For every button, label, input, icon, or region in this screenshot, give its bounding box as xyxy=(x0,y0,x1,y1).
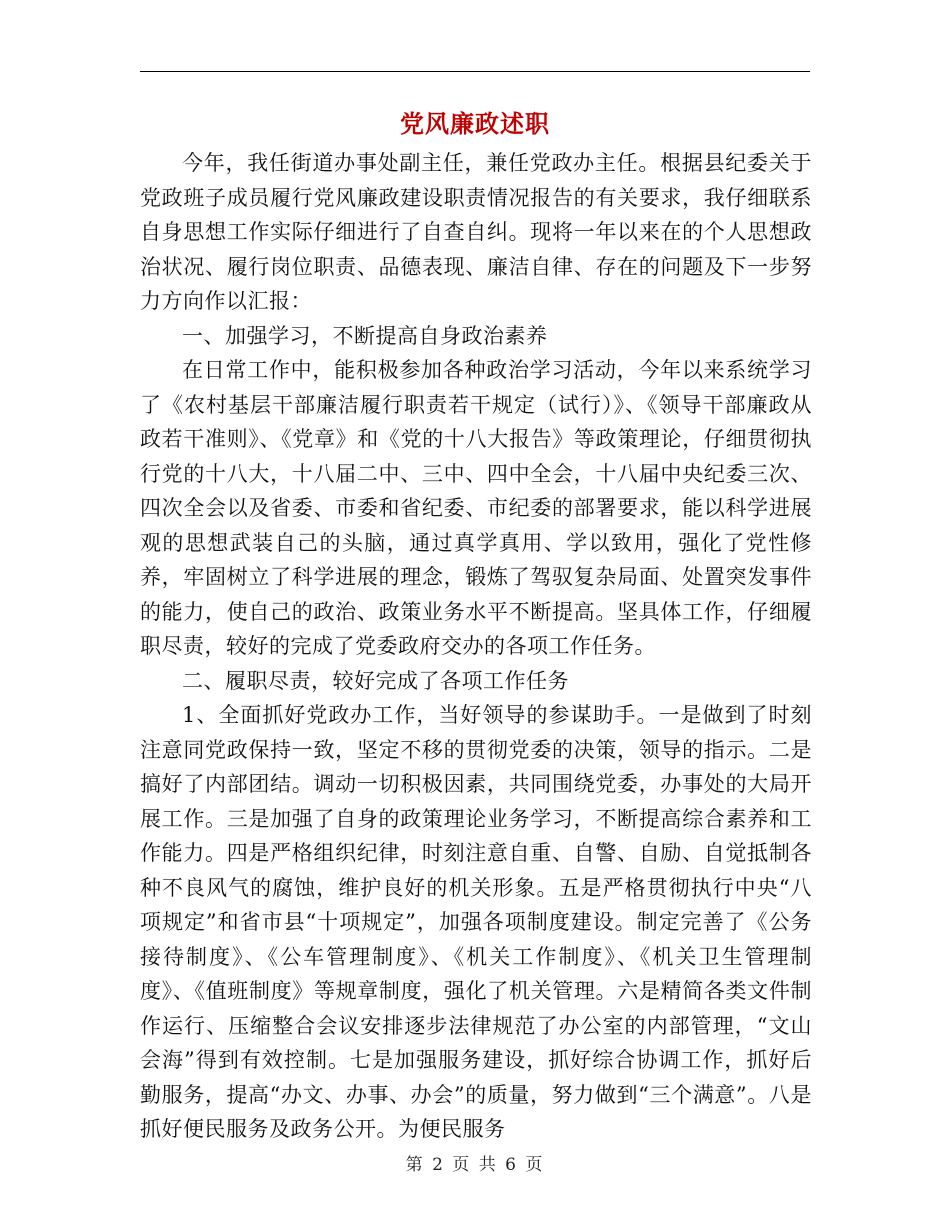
paragraph-intro: 今年，我任街道办事处副主任，兼任党政办主任。根据县纪委关于党政班子成员履行党风廉政建设职责情况报告的有关要求，我仔细联系自身思想工作实际仔细进行了自查自纠。现将一年以来在的个人思想政治状况、履行岗位职责、品德表现、廉洁自律、存在的问题及下一步努力方向作以汇报： xyxy=(140,151,812,313)
page-number: 第 2 页 共 6 页 xyxy=(405,1155,545,1175)
paragraph-duties: 1、全面抓好党政办工作，当好领导的参谋助手。一是做到了时刻注意同党政保持一致，坚定不移的贯彻党委的决策，领导的指示。二是搞好了内部团结。调动一切积极因素，共同围绕党委，办事处的大局开展工作。三是加强了自身的政策理论业务学习，不断提高综合素养和工作能力。四是严格组织纪律，时刻注意自重、自警、自励、自觉抵制各种不良风气的腐蚀，维护良好的机关形象。五是严格贯彻执行中央“八项规定”和省市县“十项规定”，加强各项制度建设。制定完善了《公务接待制度》、《公车管理制度》、《机关工作制度》、《机关卫生管理制度》、《值班制度》等规章制度，强化了机关管理。六是精简各类文件制作运行、压缩整合会议安排逐步法律规范了办公室的内部管理，“文山会海”得到有效控制。七是加强服务建设，抓好综合协调工作，抓好后勤服务，提高“办文、办事、办会”的质量，努力做到“三个满意”。八是抓好便民服务及政务公开。为便民服务 xyxy=(140,703,812,1141)
section-heading-1: 一、加强学习，不断提高自身政治素养 xyxy=(182,323,548,348)
document-title: 党风廉政述职 xyxy=(400,109,550,138)
section-heading-2: 二、履职尽责，较好完成了各项工作任务 xyxy=(182,668,569,693)
header-rule xyxy=(140,71,810,72)
document-body xyxy=(140,146,812,1147)
paragraph-study: 在日常工作中，能积极参加各种政治学习活动，今年以来系统学习了《农村基层干部廉洁履行职责若干规定（试行）》、《领导干部廉政从政若干准则》、《党章》和《党的十八大报告》等政策理论，仔细贯彻执行党的十八大，十八届二中、三中、四中全会，十八届中央纪委三次、四次全会以及省委、市委和省纪委、市纪委的部署要求，能以科学进展观的思想武装自己的头脑，通过真学真用、学以致用，强化了党性修养，牢固树立了科学进展的理念，锻炼了驾驭复杂局面、处置突发事件的能力，使自己的政治、政策业务水平不断提高。坚具体工作，仔细履职尽责，较好的完成了党委政府交办的各项工作任务。 xyxy=(140,358,812,658)
